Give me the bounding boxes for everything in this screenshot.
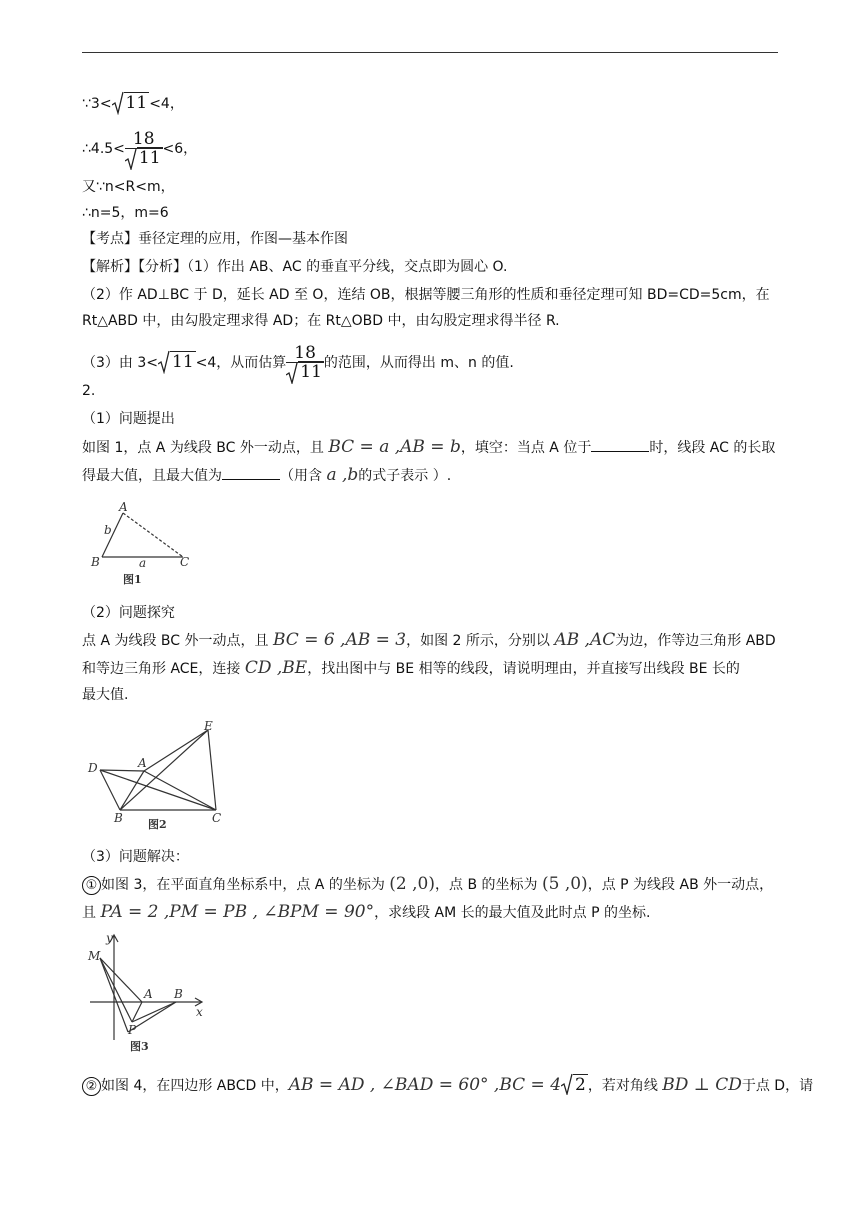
figure-caption: 图3 [130, 1040, 149, 1053]
fill-blank[interactable] [591, 437, 649, 452]
figure-caption: 图2 [148, 818, 167, 831]
text: <6， [162, 141, 198, 157]
math-expression: (2 ,0) [389, 874, 436, 894]
sqrt [112, 92, 150, 115]
math-expression: CD ,BE [244, 658, 308, 678]
text-line [82, 873, 773, 896]
text-line: 最大值. [82, 687, 129, 703]
sqrt [158, 351, 196, 374]
text: ∵3< [82, 96, 112, 112]
numerator: 18 [286, 344, 324, 363]
text: （用含 [280, 468, 327, 484]
fraction [286, 344, 324, 382]
label-m: M [88, 949, 101, 963]
fill-blank[interactable] [222, 465, 280, 480]
text: ，找出图中与 BE 相等的线段，请说明理由，并直接写出线段 BE 长的 [307, 661, 740, 677]
label-b: B [91, 555, 100, 569]
math-expression: BD ⊥ CD [662, 1075, 742, 1095]
radicand: 11 [300, 362, 322, 382]
label-y: y [106, 931, 113, 945]
fraction [125, 130, 163, 168]
math-expression: AB = AD , ∠BAD = 60° ,BC = 4 [288, 1075, 562, 1095]
text: 为边，作等边三角形 ABD [615, 633, 776, 649]
text-line [82, 130, 197, 168]
sqrt [286, 363, 324, 382]
sqrt [125, 149, 163, 168]
text: 的范围，从而得出 m、n 的值. [323, 355, 514, 371]
text-line: （2）作 AD⊥BC 于 D，延长 AD 至 O，连结 OB，根据等腰三角形的性质和垂径定理可知 BD=CD=5cm，在 [82, 287, 770, 303]
text-line: Rt△ABD 中，由勾股定理求得 AD；在 Rt△OBD 中，由勾股定理求得半径 R. [82, 313, 560, 329]
math-expression: (5 ,0) [541, 874, 588, 894]
text: ，若对角线 [587, 1078, 663, 1094]
label-x: x [196, 1005, 203, 1019]
math-expression: a ,b [326, 465, 359, 485]
figure-2 [86, 720, 236, 836]
label-a: A [138, 756, 147, 770]
math-expression: PA = 2 ,PM = PB , ∠BPM = 90° [100, 902, 375, 922]
math-expression: AB ,AC [554, 630, 616, 650]
figure-1 [88, 500, 198, 592]
text: 得最大值，且最大值为 [82, 468, 222, 484]
text-line [82, 92, 184, 115]
section-heading: （2）问题探究 [82, 605, 175, 621]
label-c: C [212, 811, 222, 825]
question-number: 2. [82, 383, 96, 399]
segment-ac-dashed [123, 513, 183, 557]
label-b: B [114, 811, 123, 825]
text: 如图 3，在平面直角坐标系中，点 A 的坐标为 [101, 877, 390, 893]
label-b-side: b [104, 523, 112, 537]
figure-caption: 图1 [123, 573, 142, 586]
section-heading: （1）问题提出 [82, 411, 175, 427]
text: 的式子表示 ）. [358, 468, 452, 484]
label-c: C [180, 555, 190, 569]
numerator: 18 [125, 130, 163, 149]
text: ，求线段 AM 长的最大值及此时点 P 的坐标. [374, 905, 651, 921]
radicand: 11 [172, 352, 194, 372]
section-heading: （3）问题解决： [82, 849, 189, 865]
text-line: 【解析】【分析】（1）作出 AB、AC 的垂直平分线，交点即为圆心 O. [82, 259, 508, 275]
math-expression: BC = 6 ,AB = 3 [272, 630, 407, 650]
label-p: P [128, 1023, 137, 1037]
header-rule [82, 52, 778, 53]
text: ，填空：当点 A 位于 [460, 440, 592, 456]
text: 于点 D，请 [741, 1078, 814, 1094]
label-a-side: a [139, 556, 147, 570]
label-b: B [174, 987, 183, 1001]
text: 时，线段 AC 的长取 [649, 440, 776, 456]
radicand: 11 [125, 93, 148, 113]
text: 点 A 为线段 BC 外一动点，且 [82, 633, 273, 649]
math-expression: BC = a ,AB = b [328, 437, 461, 457]
text: 如图 1，点 A 为线段 BC 外一动点，且 [82, 440, 329, 456]
label-a: A [119, 500, 128, 514]
text: ，如图 2 所示，分别以 [406, 633, 555, 649]
circled-number: ① [82, 876, 101, 895]
text-line [82, 657, 740, 680]
text: 和等边三角形 ACE，连接 [82, 661, 245, 677]
circled-number: ② [82, 1077, 101, 1096]
label-d: D [88, 761, 98, 775]
text-line [82, 464, 451, 487]
figure-3 [84, 930, 214, 1058]
text-line [82, 1074, 813, 1097]
label-a: A [144, 987, 153, 1001]
sqrt [561, 1074, 588, 1097]
text: ∴4.5< [82, 141, 125, 157]
text-line: ∴n=5，m=6 [82, 205, 169, 221]
text: 如图 4，在四边形 ABCD 中， [101, 1078, 289, 1094]
text-line [82, 436, 775, 459]
text-line: 【考点】垂径定理的应用，作图—基本作图 [82, 231, 348, 247]
text: <4，从而估算 [195, 355, 287, 371]
label-e: E [204, 720, 213, 733]
radicand: 2 [575, 1075, 586, 1095]
text: ，点 P 为线段 AB 外一动点， [587, 877, 774, 893]
text: <4， [149, 96, 184, 112]
text: 且 [82, 905, 101, 921]
text-line [82, 629, 776, 652]
text-line [82, 344, 514, 382]
text: ，点 B 的坐标为 [435, 877, 542, 893]
text-line: 又∵n<R<m， [82, 179, 175, 195]
radicand: 11 [138, 148, 161, 168]
text-line [82, 901, 650, 924]
text: （3）由 3< [82, 355, 158, 371]
